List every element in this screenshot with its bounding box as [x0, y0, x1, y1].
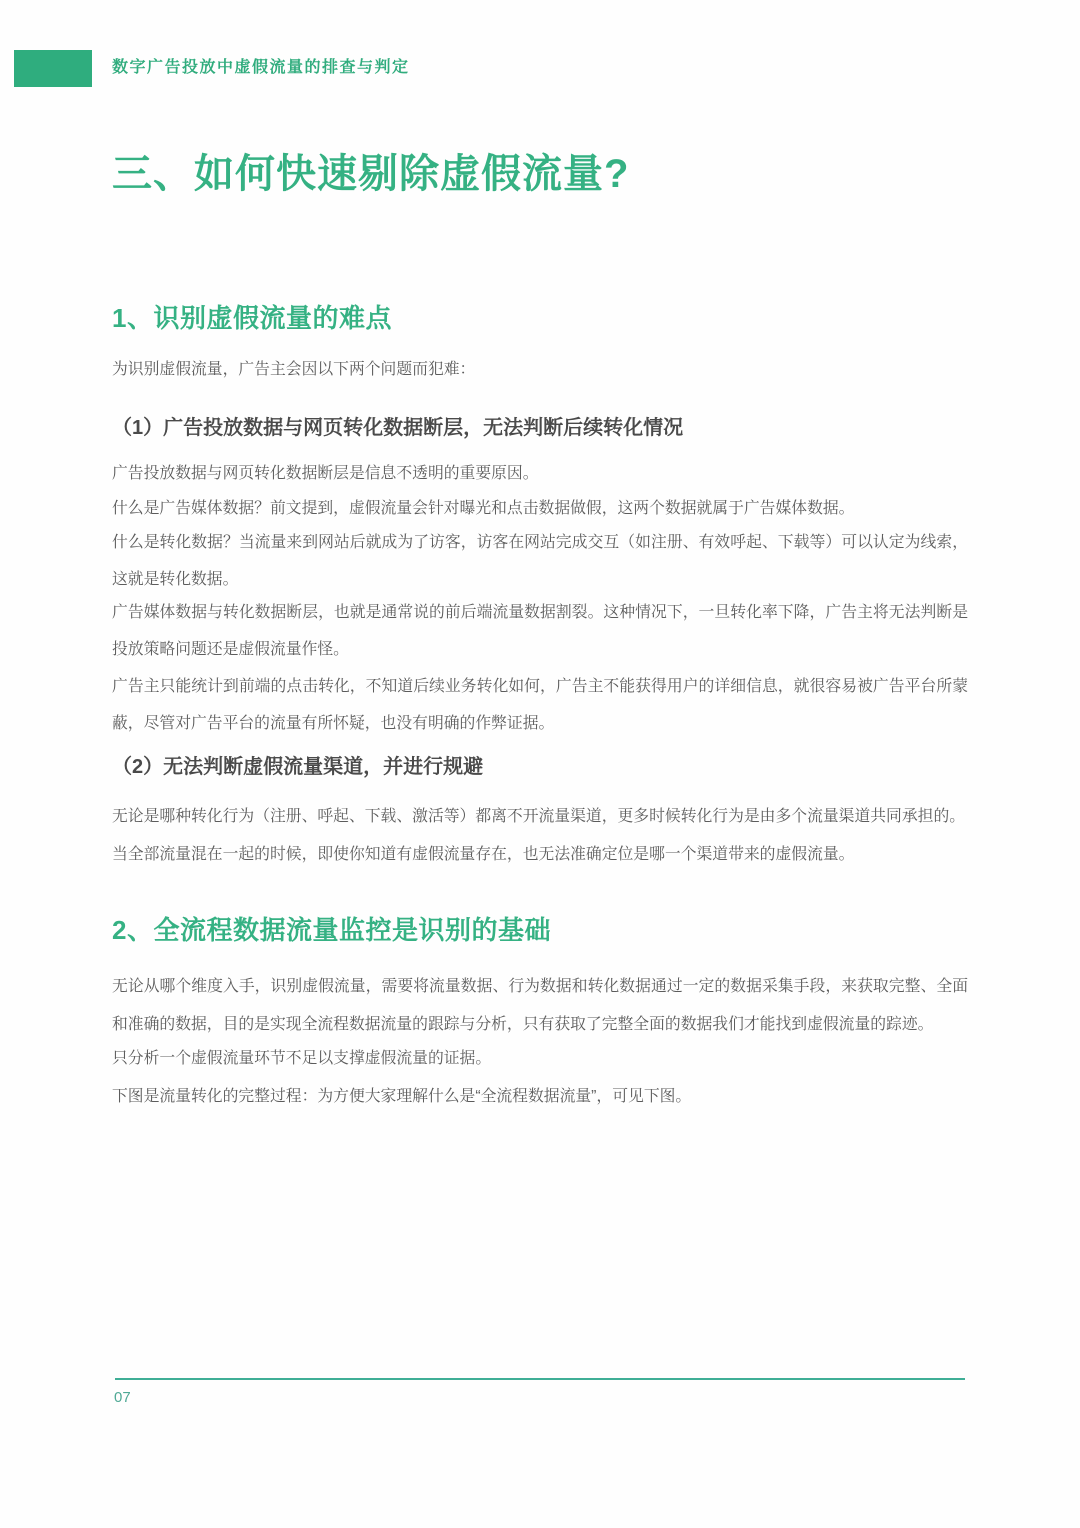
- section-1-heading: 1、识别虚假流量的难点: [112, 303, 392, 333]
- section-2-paragraph-1: 无论从哪个维度入手，识别虚假流量，需要将流量数据、行为数据和转化数据通过一定的数据采集手段，来获取完整、全面和准确的数据，目的是实现全流程数据流量的跟踪与分析，只有获取了完整全面的数据我们才能找到虚假流量的踪迹。: [112, 978, 968, 1033]
- subsection-1-1-paragraph-3: 什么是转化数据？当流量来到网站后就成为了访客，访客在网站完成交互（如注册、有效呼起、下载等）可以认定为线索，这就是转化数据。: [112, 534, 968, 588]
- section-2-paragraph-2: 只分析一个虚假流量环节不足以支撑虚假流量的证据。: [112, 1050, 492, 1067]
- subsection-1-2-paragraph-1: 无论是哪种转化行为（注册、呼起、下载、激活等）都离不开流量渠道，更多时候转化行为是由多个流量渠道共同承担的。: [112, 808, 966, 825]
- subsection-1-1-paragraph-5: 广告主只能统计到前端的点击转化，不知道后续业务转化如何，广告主不能获得用户的详细信息，就很容易被广告平台所蒙蔽，尽管对广告平台的流量有所怀疑，也没有明确的作弊证据。: [112, 678, 968, 732]
- section-2-paragraph-3: 下图是流量转化的完整过程：为方便大家理解什么是“全流程数据流量”，可见下图。: [112, 1088, 692, 1105]
- subsection-1-1-paragraph-1: 广告投放数据与网页转化数据断层是信息不透明的重要原因。: [112, 465, 539, 482]
- subsection-1-1-paragraph-2: 什么是广告媒体数据？前文提到，虚假流量会针对曝光和点击数据做假，这两个数据就属于广告媒体数据。: [112, 500, 855, 517]
- section-1-intro-paragraph: 为识别虚假流量，广告主会因以下两个问题而犯难：: [112, 361, 476, 378]
- subsection-1-1-heading: （1）广告投放数据与网页转化数据断层，无法判断后续转化情况: [112, 417, 684, 439]
- subsection-1-2-heading: （2）无法判断虚假流量渠道，并进行规避: [112, 756, 484, 778]
- section-2-heading: 2、全流程数据流量监控是识别的基础: [112, 915, 551, 945]
- footer-divider-line: [115, 1378, 965, 1380]
- subsection-1-2-paragraph-2: 当全部流量混在一起的时候，即使你知道有虚假流量存在，也无法准确定位是哪一个渠道带来的虚假流量。: [112, 846, 855, 863]
- header-accent-bar: [14, 50, 92, 87]
- page-title: 三、如何快速剔除虚假流量?: [112, 152, 630, 196]
- page-number: 07: [114, 1389, 131, 1406]
- subsection-1-1-paragraph-4: 广告媒体数据与转化数据断层，也就是通常说的前后端流量数据割裂。这种情况下，一旦转化率下降，广告主将无法判断是投放策略问题还是虚假流量作怪。: [112, 604, 968, 658]
- document-header-title: 数字广告投放中虚假流量的排查与判定: [112, 59, 410, 76]
